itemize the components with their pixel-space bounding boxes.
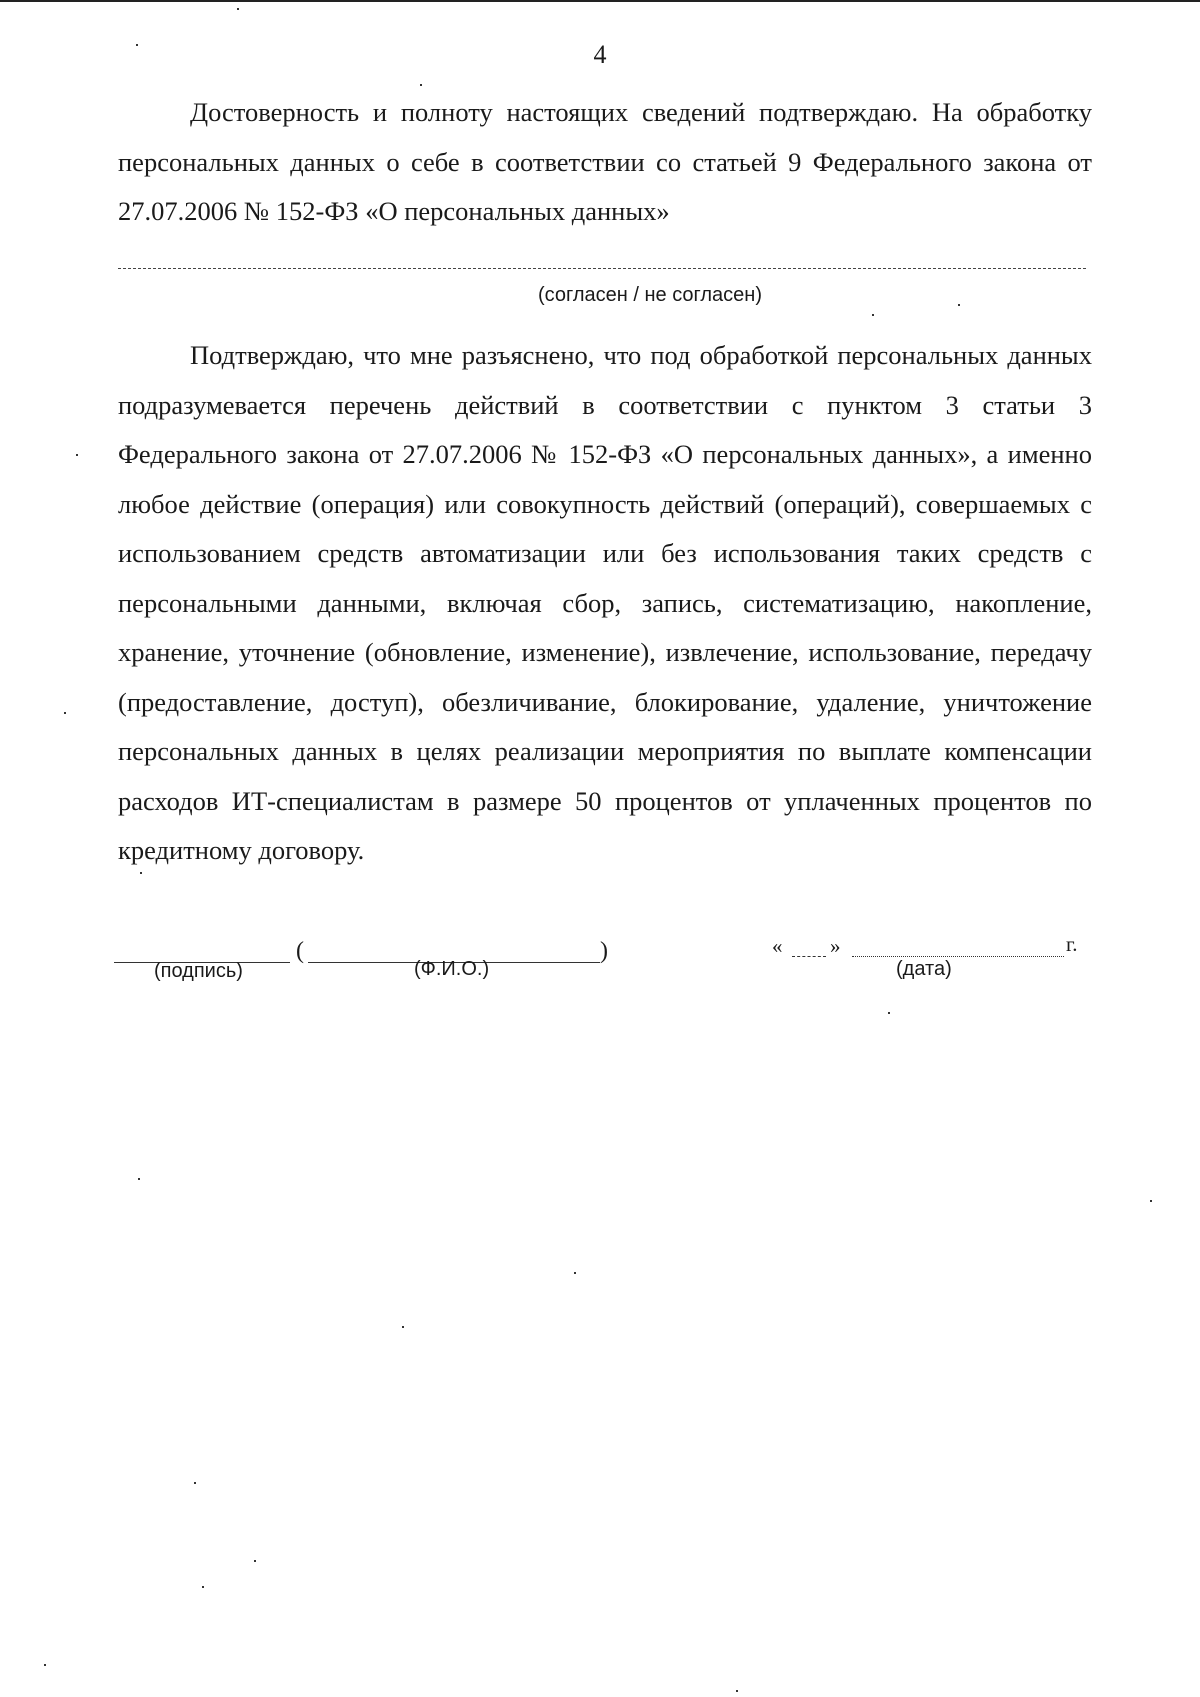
explanation-paragraph [118, 331, 1092, 876]
scan-speck [138, 1178, 140, 1180]
consent-text: Достоверность и полноту настоящих сведений подтверждаю. На обработку персональных данных о себе в соответствии со статьей 9 Федерального закона от 27.07.2006 № 152-ФЗ «О персональных данных» [118, 97, 1092, 226]
scan-speck [958, 304, 960, 306]
date-quote-close: » [830, 934, 841, 958]
consent-answer-line[interactable] [118, 268, 1086, 269]
scan-speck [136, 44, 138, 46]
scan-speck [140, 872, 142, 874]
date-day-line[interactable] [792, 956, 826, 957]
consent-caption: (согласен / не согласен) [537, 284, 763, 306]
scan-speck [44, 1664, 46, 1666]
scan-speck [872, 314, 874, 316]
page-number: 4 [593, 40, 607, 69]
scan-speck [420, 84, 422, 86]
scan-speck [76, 454, 78, 456]
page-top-edge [0, 0, 1200, 2]
scan-speck [254, 1560, 256, 1562]
scan-speck [736, 1690, 738, 1692]
scan-speck [202, 1586, 204, 1588]
scan-speck [574, 1272, 576, 1274]
consent-paragraph [118, 88, 1092, 237]
date-quote-open: « [772, 934, 783, 958]
date-month-year-line[interactable] [852, 956, 1064, 957]
scan-speck [888, 1012, 890, 1014]
scan-speck [194, 1482, 196, 1484]
date-caption: (дата) [896, 958, 952, 980]
scan-speck [64, 712, 66, 714]
scan-speck [402, 1326, 404, 1328]
scan-speck [237, 8, 239, 10]
explanation-text: Подтверждаю, что мне разъяснено, что под обработкой персональных данных подразумевается перечень действий в соответствии с пунктом 3 статьи 3 Федерального закона от 27.07.2006 № 152-ФЗ «О персональных данных», а именно любое действие (операция) или совокупность действий (операций), совершаемых с использованием средств автоматизации или без использования таких средств с персональными данными, включая сбор, запись, систематизацию, накопление, хранение, уточнение (обновление, изменение), извлечение, использование, передачу (предоставление, доступ), обезличивание, блокирование, удаление, уничтожение персональных данных в целях реализации мероприятия по выплате компенсации расходов ИТ-специалистам в размере 50 процентов от уплаченных процентов по кредитному договору. [118, 340, 1092, 865]
full-name-caption: (Ф.И.О.) [414, 958, 490, 980]
scan-speck [1150, 1200, 1152, 1202]
name-paren-open: ( [296, 938, 304, 964]
signature-caption: (подпись) [154, 960, 243, 982]
name-paren-close: ) [600, 938, 608, 964]
year-suffix: г. [1066, 932, 1078, 956]
